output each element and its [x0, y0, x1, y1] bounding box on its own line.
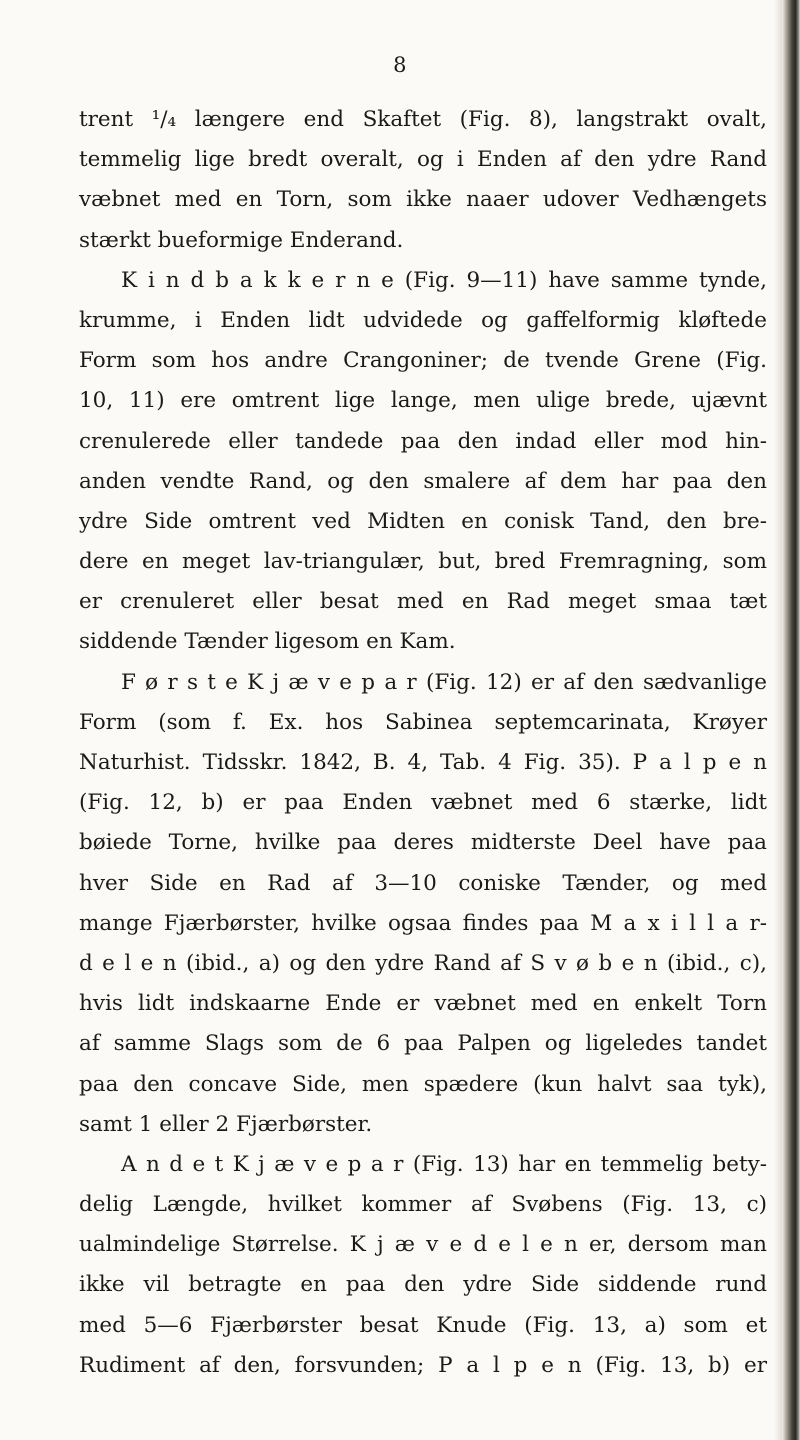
text-line: temmelig lige bredt overalt, og i Enden af den ydre Rand — [79, 147, 767, 173]
text-line: ikke vil betragte en paa den ydre Side siddende rund — [79, 1272, 767, 1298]
page-number: 8 — [393, 53, 407, 77]
text-line: samt 1 eller 2 Fjærbørster. — [79, 1111, 373, 1137]
text-line: crenulerede eller tandede paa den indad eller mod hin- — [79, 428, 767, 454]
text-line: siddende Tænder ligesom en Kam. — [79, 629, 456, 655]
text-line: hvis lidt indskaarne Ende er væbnet med en enkelt Torn — [79, 991, 767, 1017]
text-line: Naturhist. Tidsskr. 1842, B. 4, Tab. 4 Fig. 35). P a l p e n — [79, 750, 767, 775]
text-line: stærkt bueformige Enderand. — [79, 227, 404, 253]
text-line: paa den concave Side, men spædere (kun halvt saa tyk), — [79, 1071, 767, 1097]
text-line: mange Fjærbørster, hvilke ogsaa findes paa M a x i l l a r- — [79, 910, 767, 936]
text-line: K i n d b a k k e r n e (Fig. 9—11) have samme tynde, — [121, 267, 767, 293]
text-line: ualmindelige Størrelse. K j æ v e d e l e n er, dersom man — [79, 1232, 767, 1258]
text-line: af samme Slags som de 6 paa Palpen og ligeledes tandet — [79, 1031, 767, 1057]
text-line: Form (som f. Ex. hos Sabinea septemcarinata, Krøyer — [79, 709, 767, 735]
text-line: ydre Side omtrent ved Midten en conisk Tand, den bre- — [79, 508, 767, 534]
text-line: bøiede Torne, hvilke paa deres midterste Deel have paa — [79, 830, 767, 856]
text-line: anden vendte Rand, og den smalere af dem har paa den — [79, 468, 767, 494]
text-line: delig Længde, hvilket kommer af Svøbens (Fig. 13, c) — [79, 1192, 767, 1218]
book-binding-edge — [782, 0, 800, 1440]
text-line: F ø r s t e K j æ v e p a r (Fig. 12) er af den sædvanlige — [121, 669, 767, 695]
text-line: (Fig. 12, b) er paa Enden væbnet med 6 stærke, lidt — [79, 790, 767, 816]
text-line: dere en meget lav-triangulær, but, bred Fremragning, som — [79, 549, 767, 575]
text-line: 10, 11) ere omtrent lige lange, men ulige brede, ujævnt — [79, 388, 767, 414]
text-line: trent ¹/₄ længere end Skaftet (Fig. 8), langstrakt ovalt, — [79, 107, 767, 132]
text-line: A n d e t K j æ v e p a r (Fig. 13) har en temmelig bety- — [121, 1151, 767, 1177]
text-line: Form som hos andre Crangoniner; de tvende Grene (Fig. — [79, 348, 767, 374]
text-line: væbnet med en Torn, som ikke naaer udover Vedhængets — [79, 187, 767, 213]
text-line: Rudiment af den, forsvunden; P a l p e n (Fig. 13, b) er — [79, 1352, 767, 1378]
text-line: med 5—6 Fjærbørster besat Knude (Fig. 13, a) som et — [79, 1312, 767, 1338]
body-text — [79, 100, 767, 1386]
text-line: d e l e n (ibid., a) og den ydre Rand af S v ø b e n (ibid., c), — [79, 950, 767, 976]
text-line: krumme, i Enden lidt udvidede og gaffelformig kløftede — [79, 307, 767, 333]
text-line: er crenuleret eller besat med en Rad meget smaa tæt — [79, 589, 767, 615]
text-line: hver Side en Rad af 3—10 coniske Tænder, og med — [79, 870, 767, 896]
